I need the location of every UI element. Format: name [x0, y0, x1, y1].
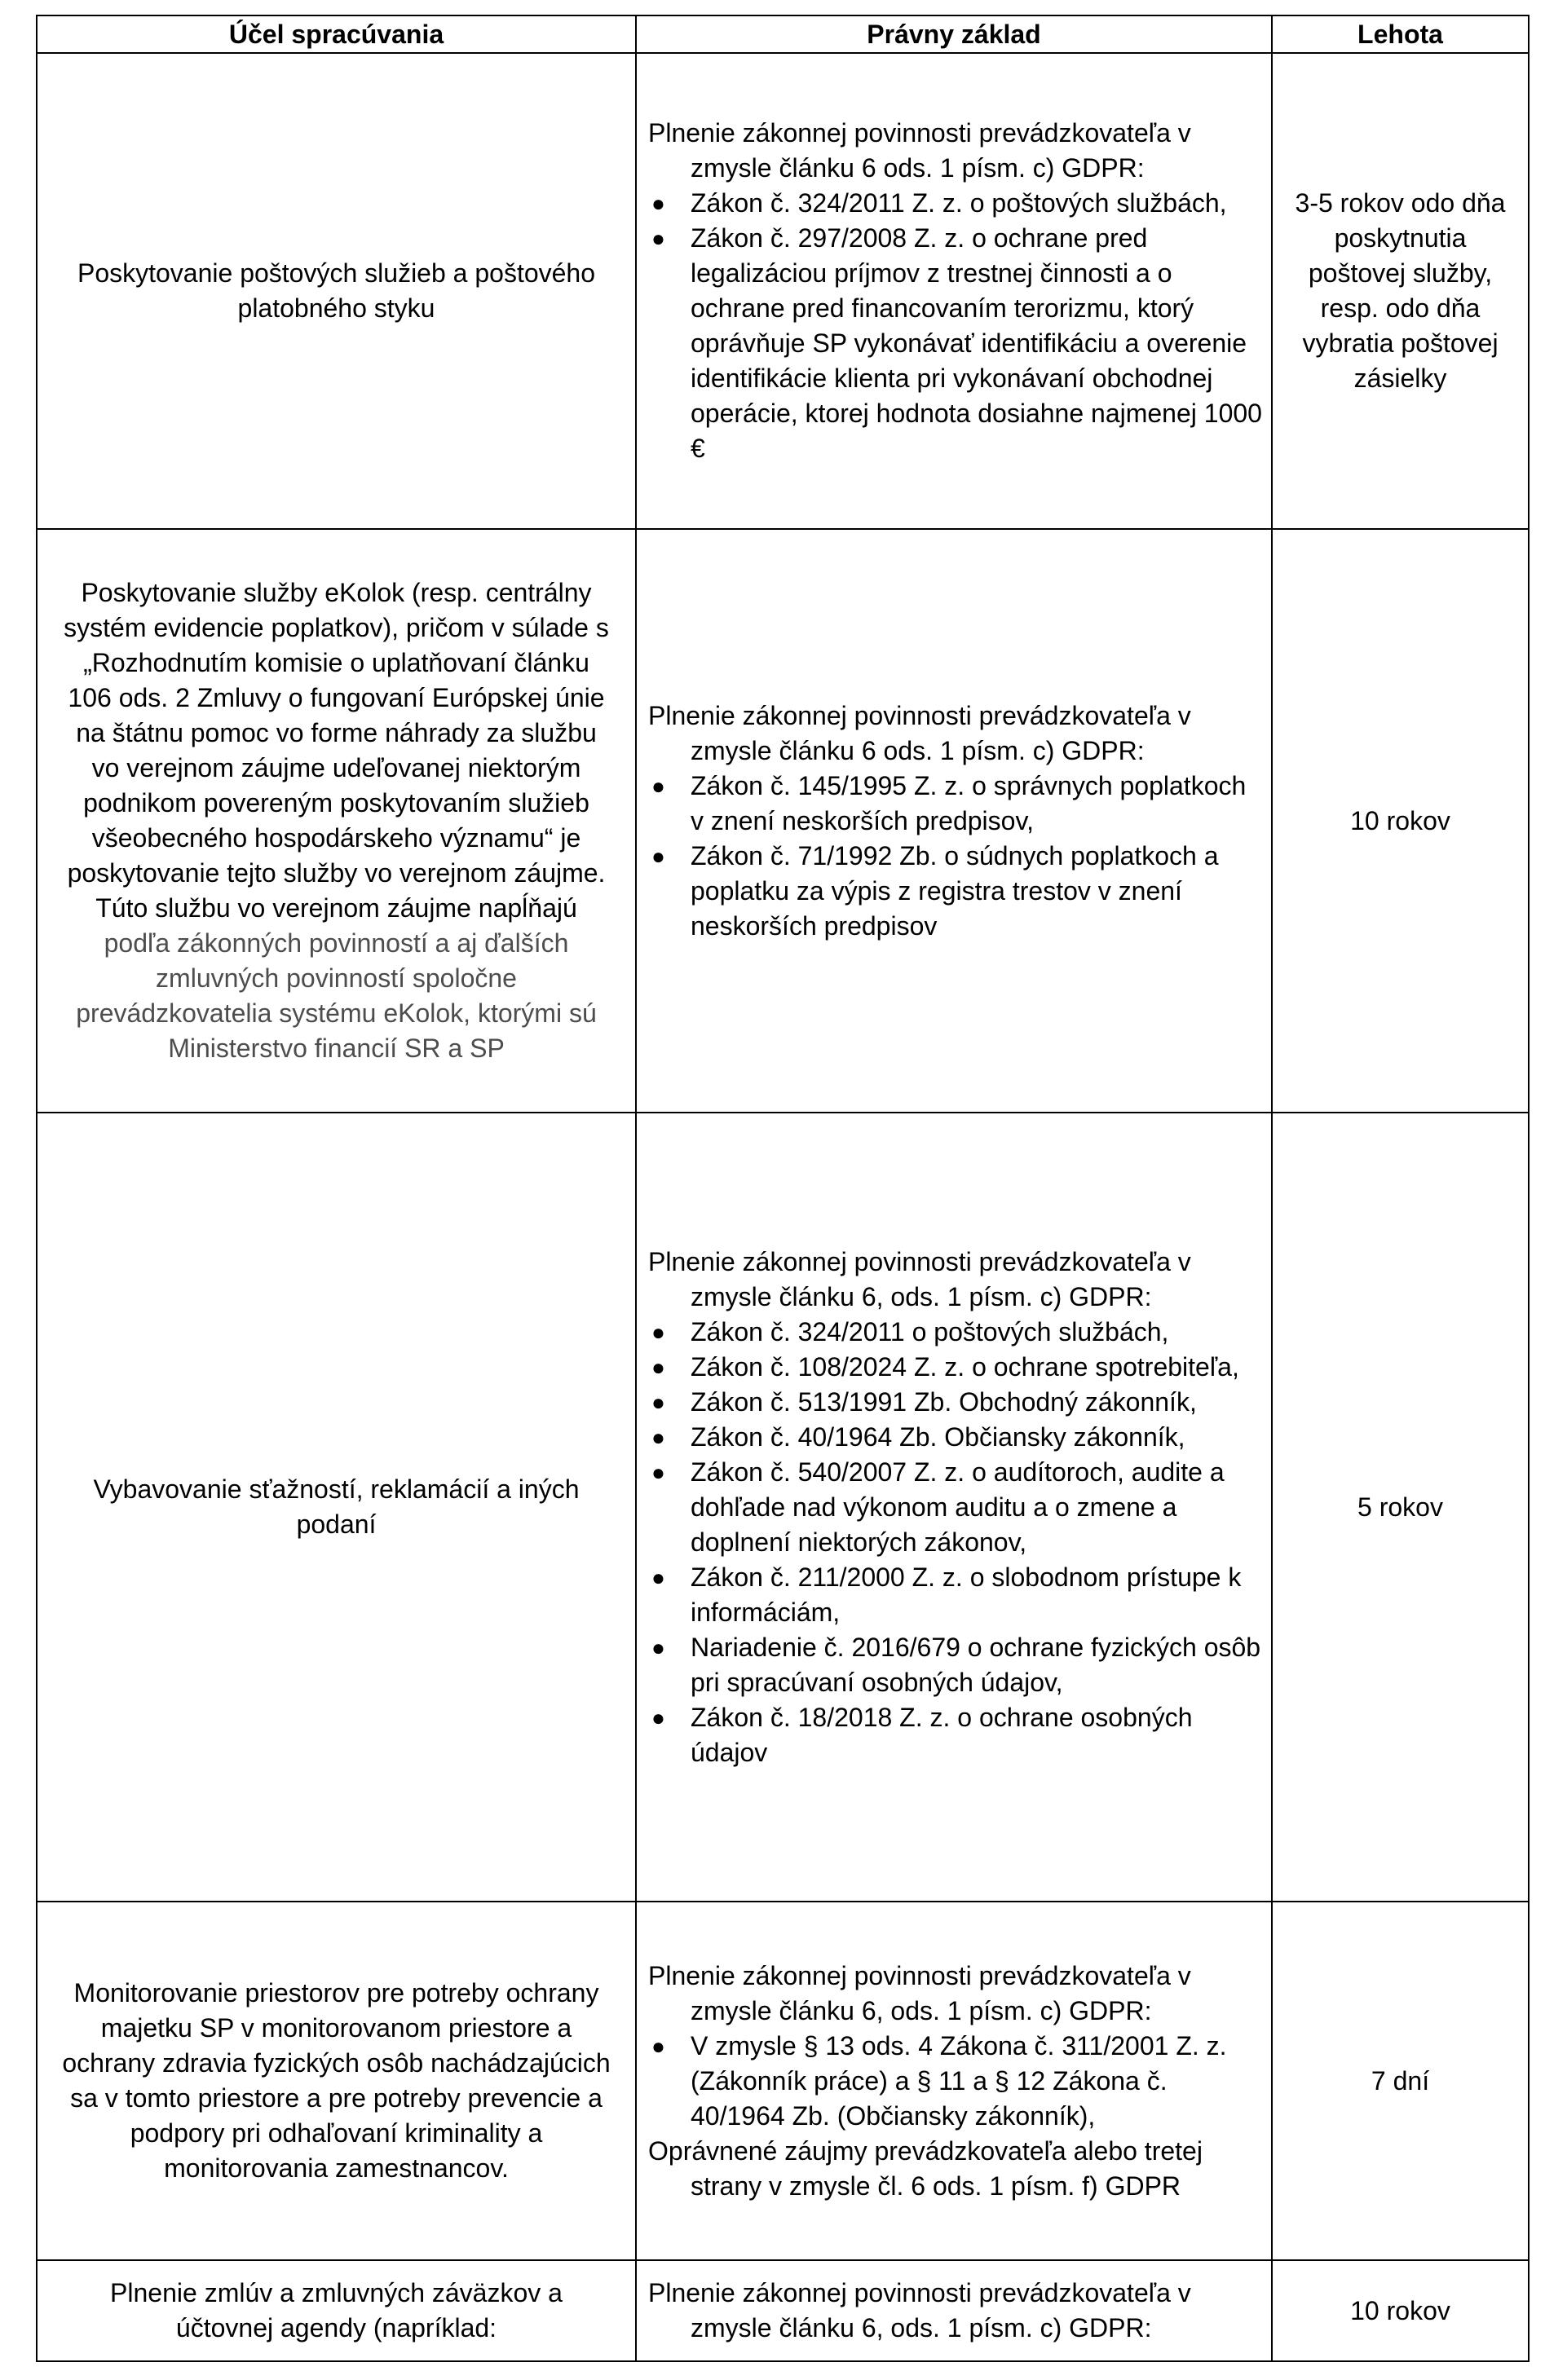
law-text: V zmysle § 13 ods. 4 Zákona č. 311/2001 Z. z. (Zákonník práce) a § 11 a § 12 Zákona č. 40/1964 Zb. (Občiansky zákonník),: [691, 2030, 1227, 2131]
list-item: [648, 1350, 1263, 1385]
header-legal-basis: Právny základ: [636, 15, 1272, 53]
table-row: [37, 2260, 1529, 2361]
purpose-cell: Vybavovanie sťažností, reklamácií a iných podaní: [37, 1113, 636, 1902]
law-text: Zákon č. 324/2011 o poštových službách,: [691, 1316, 1169, 1346]
processing-purposes-table: [36, 15, 1530, 2362]
list-item: [648, 769, 1263, 839]
list-item: [648, 221, 1263, 466]
law-text: Zákon č. 211/2000 Z. z. o slobodnom prístupe k informáciám,: [691, 1562, 1242, 1627]
table-row: [37, 1113, 1529, 1902]
law-list: [648, 2029, 1263, 2134]
table-row: [37, 53, 1529, 529]
law-list: [648, 1315, 1263, 1770]
retention-period-cell: 10 rokov: [1272, 529, 1529, 1113]
law-list: [648, 769, 1263, 944]
bullet-icon: ●: [651, 1564, 665, 1590]
law-text: Zákon č. 540/2007 Z. z. o audítoroch, audite a dohľade nad výkonom auditu a o zmene a doplnení niektorých zákonov,: [691, 1457, 1225, 1557]
list-item: [648, 1630, 1263, 1700]
law-text: Zákon č. 297/2008 Z. z. o ochrane pred legalizáciou príjmov z trestnej činnosti a o ochrane pred financovaním terorizmu, ktorý oprávňuje SP vykonávať identifikáciu a overenie identifikácie klienta pri vykonávaní obchodnej operácie, ktorej hodnota dosiahne najmenej 1000 €: [691, 223, 1262, 463]
legal-basis-cell: [636, 1902, 1272, 2260]
list-item: [648, 1700, 1263, 1770]
law-text: Nariadenie č. 2016/679 o ochrane fyzických osôb pri spracúvaní osobných údajov,: [691, 1632, 1261, 1697]
table-row: [37, 1902, 1529, 2260]
legal-basis-cell: [636, 53, 1272, 529]
list-item: [648, 1420, 1263, 1455]
list-item: [648, 1385, 1263, 1420]
bullet-icon: ●: [651, 226, 665, 251]
legal-basis-lead: Plnenie zákonnej povinnosti prevádzkovateľa v zmysle článku 6, ods. 1 písm. c) GDPR:: [648, 1960, 1191, 2025]
bullet-icon: ●: [651, 1704, 665, 1730]
retention-period-cell: 10 rokov: [1272, 2260, 1529, 2361]
table-header-row: [37, 15, 1529, 53]
law-text: Zákon č. 324/2011 Z. z. o poštových službách,: [691, 188, 1227, 218]
legal-basis-cell: [636, 2260, 1272, 2361]
legal-basis-lead: Plnenie zákonnej povinnosti prevádzkovateľa v zmysle článku 6, ods. 1 písm. c) GDPR:: [648, 2278, 1191, 2343]
legitimate-interest-text: Oprávnené záujmy prevádzkovateľa alebo tretej strany v zmysle čl. 6 ods. 1 písm. f) GDPR: [648, 2135, 1203, 2201]
bullet-icon: ●: [651, 843, 665, 869]
purpose-cell: Poskytovanie poštových služieb a poštového platobného styku: [37, 53, 636, 529]
law-text: Zákon č. 513/1991 Zb. Obchodný zákonník,: [691, 1386, 1197, 1417]
legal-basis-cell: [636, 529, 1272, 1113]
header-retention-period: Lehota: [1272, 15, 1529, 53]
retention-period-cell: 5 rokov: [1272, 1113, 1529, 1902]
table-row: [37, 529, 1529, 1113]
retention-period-cell: 7 dní: [1272, 1902, 1529, 2260]
bullet-icon: ●: [651, 1459, 665, 1485]
list-item: [648, 186, 1263, 221]
law-text: Zákon č. 108/2024 Z. z. o ochrane spotrebiteľa,: [691, 1351, 1239, 1382]
list-item: [648, 2029, 1263, 2134]
bullet-icon: ●: [651, 2033, 665, 2059]
bullet-icon: ●: [651, 773, 665, 799]
bullet-icon: ●: [651, 1424, 665, 1450]
purpose-cell: Plnenie zmlúv a zmluvných záväzkov a účtovnej agendy (napríklad:: [37, 2260, 636, 2361]
list-item: [648, 1315, 1263, 1350]
law-text: Zákon č. 18/2018 Z. z. o ochrane osobných údajov: [691, 1702, 1193, 1767]
bullet-icon: ●: [651, 1354, 665, 1380]
bullet-icon: ●: [651, 1389, 665, 1415]
purpose-cell: [37, 529, 636, 1113]
legal-basis-lead: Plnenie zákonnej povinnosti prevádzkovateľa v zmysle článku 6, ods. 1 písm. c) GDPR:: [648, 1246, 1191, 1311]
law-list: [648, 186, 1263, 466]
legal-basis-lead: Plnenie zákonnej povinnosti prevádzkovateľa v zmysle článku 6 ods. 1 písm. c) GDPR:: [648, 118, 1191, 183]
bullet-icon: ●: [651, 191, 665, 216]
law-text: Zákon č. 145/1995 Z. z. o správnych poplatkoch v znení neskorších predpisov,: [691, 770, 1247, 835]
purpose-text: Poskytovanie služby eKolok (resp. centrálny systém evidencie poplatkov), pričom v súlade s „Rozhodnutím komisie o uplatňovaní článku 106 ods. 2 Zmluvy o fungovaní Európskej únie na štátnu pomoc vo forme náhrady za službu vo verejnom záujme udeľovanej niektorým podnikom povereným poskytovaním služieb všeobecného hospodárskeho významu“ je poskytovanie tejto služby vo verejnom záujme. Túto službu vo verejnom záujme napĺňajú: [64, 578, 609, 923]
bullet-icon: ●: [651, 1319, 665, 1345]
list-item: [648, 839, 1263, 944]
legal-basis-lead: Plnenie zákonnej povinnosti prevádzkovateľa v zmysle článku 6 ods. 1 písm. c) GDPR:: [648, 700, 1191, 765]
purpose-cell: Monitorovanie priestorov pre potreby ochrany majetku SP v monitorovanom priestore a ochrany zdravia fyzických osôb nachádzajúcich sa v tomto priestore a pre potreby prevencie a podpory pri odhaľovaní kriminality a monitorovania zamestnancov.: [37, 1902, 636, 2260]
law-text: Zákon č. 40/1964 Zb. Občiansky zákonník,: [691, 1421, 1185, 1452]
header-purpose: Účel spracúvania: [37, 15, 636, 53]
bullet-icon: ●: [651, 1634, 665, 1660]
law-text: Zákon č. 71/1992 Zb. o súdnych poplatkoch a poplatku za výpis z registra trestov v znení neskorších predpisov: [691, 840, 1219, 941]
list-item: [648, 1455, 1263, 1560]
retention-period-cell: 3-5 rokov odo dňa poskytnutia poštovej služby, resp. odo dňa vybratia poštovej zásielky: [1272, 53, 1529, 529]
legal-basis-cell: [636, 1113, 1272, 1902]
list-item: [648, 1560, 1263, 1630]
purpose-text-continued: podľa zákonných povinností a aj ďalších zmluvných povinností spoločne prevádzkovatelia systému eKolok, ktorými sú Ministerstvo financií SR a SP: [76, 928, 597, 1063]
